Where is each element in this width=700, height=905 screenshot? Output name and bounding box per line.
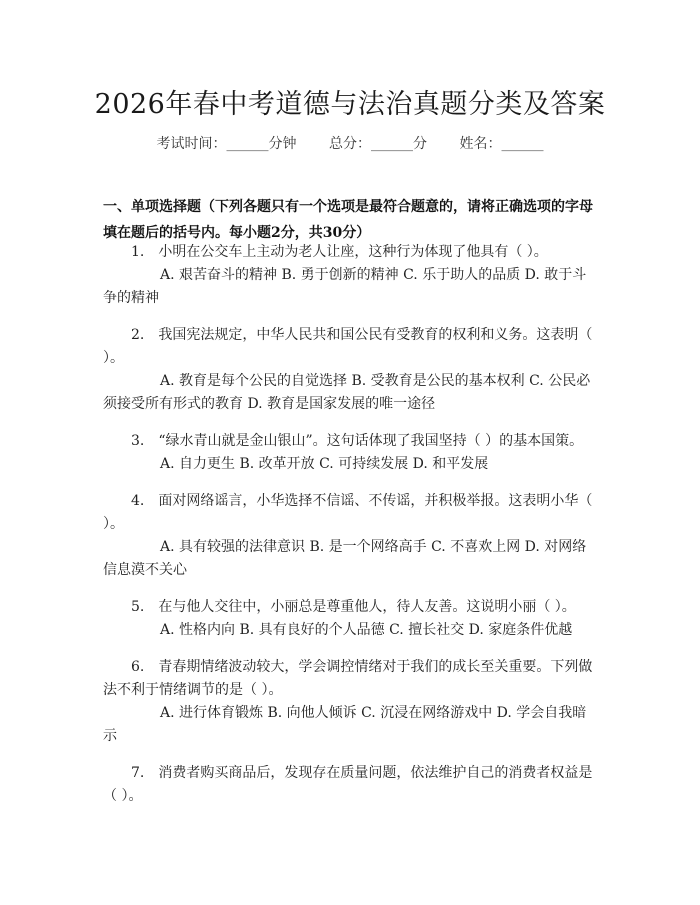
section-heading: 一、单项选择题（下列各题只有一个选项是最符合题意的，请将正确选项的字母填在题后的括号内。每小题2分，共30分） <box>103 199 593 241</box>
question-options: A. 自力更生 B. 改革开放 C. 可持续发展 D. 和平发展 <box>160 456 489 472</box>
student-name-field: 姓名：______ <box>459 136 544 152</box>
question-list <box>103 241 593 822</box>
question-stem: 7. 消费者购买商品后，发现存在质量问题，依法维护自己的消费者权益是（ ）。 <box>103 765 593 804</box>
question-options: A. 教育是每个公民的自觉选择 B. 受教育是公民的基本权利 C. 公民必须接受所有形式的教育 D. 教育是国家发展的唯一途径 <box>103 373 591 412</box>
question-stem: 3. “绿水青山就是金山银山”。这句话体现了我国坚持（ ）的基本国策。 <box>131 433 584 449</box>
question-options: A. 性格内向 B. 具有良好的个人品德 C. 擅长社交 D. 家庭条件优越 <box>160 622 573 638</box>
exam-time-field: 考试时间：______分钟 <box>156 136 297 152</box>
question-2 <box>103 324 593 416</box>
question-1 <box>103 241 593 310</box>
question-stem: 4. 面对网络谣言，小华选择不信谣、不传谣，并积极举报。这表明小华（ ）。 <box>103 493 593 532</box>
question-3 <box>103 430 593 476</box>
question-stem: 1. 小明在公交车上主动为老人让座，这种行为体现了他具有（ ）。 <box>131 244 548 260</box>
question-7 <box>103 762 593 808</box>
question-options: A. 进行体育锻炼 B. 向他人倾诉 C. 沉浸在网络游戏中 D. 学会自我暗示 <box>103 705 587 744</box>
question-6 <box>103 656 593 748</box>
question-stem: 6. 青春期情绪波动较大，学会调控情绪对于我们的成长至关重要。下列做法不利于情绪调节的是（ ）。 <box>103 659 593 698</box>
question-options: A. 具有较强的法律意识 B. 是一个网络高手 C. 不喜欢上网 D. 对网络信息漠不关心 <box>103 539 587 578</box>
question-options: A. 艰苦奋斗的精神 B. 勇于创新的精神 C. 乐于助人的品质 D. 敢于斗争的精神 <box>103 267 587 306</box>
question-stem: 2. 我国宪法规定，中华人民共和国公民有受教育的权利和义务。这表明（ ）。 <box>103 327 593 366</box>
question-5 <box>103 596 593 642</box>
exam-meta <box>0 133 700 153</box>
question-stem: 5. 在与他人交往中，小丽总是尊重他人，待人友善。这说明小丽（ ）。 <box>131 599 576 615</box>
total-score-field: 总分：______分 <box>329 136 427 152</box>
question-4 <box>103 490 593 582</box>
page-title: 2026年春中考道德与法治真题分类及答案 <box>94 89 606 120</box>
